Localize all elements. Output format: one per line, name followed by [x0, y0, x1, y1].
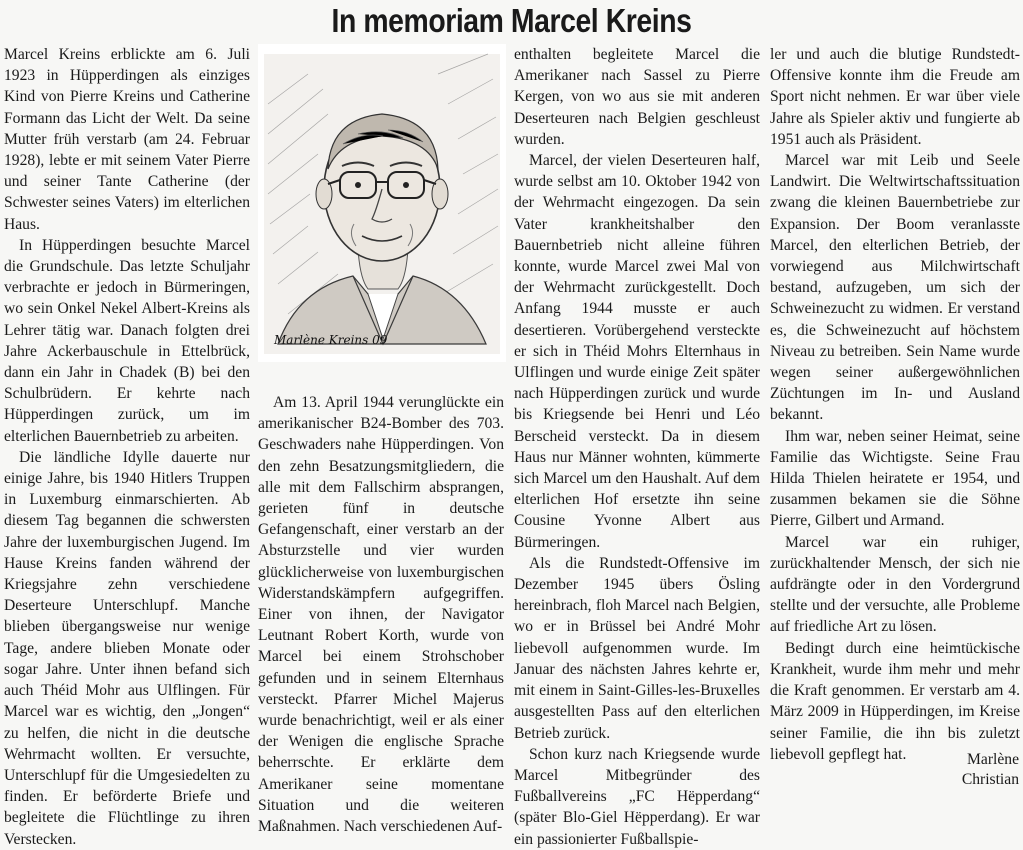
article-column-4 [770, 44, 1020, 765]
author-last-name: Christian [961, 771, 1019, 788]
paragraph: Marcel, der vielen Deserteuren half, wurde selbst am 10. Oktober 1942 von der Wehrmacht eingezogen. Da sein Vater krankheitshalber den Bauernbetrieb nicht alleine führen konnte, wurde Marcel zwei Mal von der Wehrmacht zurückgestellt. Doch Anfang 1944 musste er auch desertieren. Vorübergehend versteckte er sich in Théid Mohrs Elternhaus in Ulflingen und wurde einige Zeit später nach Hüpperdingen zurück und wurde bis Kriegsende bei Henri und Léo Berscheid versteckt. Da in diesem Haus nur Männer wohnten, kümmerte sich Marcel um den Haushalt. Auf dem elterlichen Hof ersetzte ihn seine Cousine Yvonne Albert aus Bürmeringen. [514, 152, 760, 551]
author-first-name: Marlène [967, 751, 1019, 768]
paragraph: Die ländliche Idylle dauerte nur einige Jahre, bis 1940 Hitlers Truppen in Luxemburg einmarschierten. Ab diesem Tag begannen die schwersten Jahre der luxemburgischen Jugend. Im Hause Kreins fanden während der Kriegsjahre zehn verschiedene Deserteure Unterschlupf. Manche blieben übergangsweise nur wenige Tage, andere blieben Monate oder sogar Jahre. Unter ihnen befand sich auch Théid Mohr aus Ulflingen. Für Marcel war es wichtig, den „Jongen“ zu helfen, die nicht in die deutsche Wehrmacht wollten. Er versuchte, Unterschlupf für die Umgesiedelten zu finden. Er beförderte Briefe und begleitete die Flüchtlinge zu ihren Verstecken. [4, 448, 250, 848]
portrait-signature: Marlène Kreins 09 [274, 333, 388, 347]
article-column-2 [258, 392, 504, 837]
paragraph: ler und auch die blutige Rundstedt-Offensive konnte ihm die Freude am Sport nicht nehmen. Er war über viele Jahre als Spieler aktiv und fungierte ab 1951 auch als Präsident. [770, 46, 1020, 148]
paragraph: Bedingt durch eine heimtückische Krankheit, wurde ihm mehr und mehr die Kraft genommen. Er verstarb am 4. März 2009 in Hüpperdingen, im Kreise seiner Familie, die ihn bis zuletzt liebevoll gepflegt hat. [770, 639, 1020, 763]
paragraph: Marcel Kreins erblickte am 6. Juli 1923 in Hüpperdingen als einziges Kind von Pierre Kreins und Catherine Formann das Licht der Welt. Da seine Mutter früh verstarb (am 24. Februar 1928), lebte er mit seinem Vater Pierre und seiner Tante Catherine (der Schwester seines Vaters) im elterlichen Haus. [4, 46, 250, 233]
article-column-3 [514, 44, 760, 850]
paragraph: Ihm war, neben seiner Heimat, seine Familie das Wichtigste. Seine Frau Hilda Thielen heiratete er 1954, und zusammen bekamen sie die Söhne Pierre, Gilbert und Armand. [770, 427, 1020, 530]
page-title: In memoriam Marcel Kreins [331, 2, 692, 39]
paragraph: enthalten begleitete Marcel die Amerikaner nach Sassel zu Pierre Kergen, von wo aus sie mit anderen Deserteuren nach Belgien geschleust wurden. [514, 46, 760, 148]
paragraph: Schon kurz nach Kriegsende wurde Marcel Mitbegründer des Fußballvereins „FC Hëpperdang“ (später Blo-Giel Hëpperdang). Er war ein passionierter Fußballspie- [514, 745, 760, 848]
paragraph: Marcel war ein ruhiger, zurückhaltender Mensch, der sich nie aufdrängte oder in den Vordergrund stellte und der versuchte, alle Probleme auf friedliche Art zu lösen. [770, 533, 1020, 636]
portrait-sketch [258, 44, 506, 362]
paragraph: Als die Rundstedt-Offensive im Dezember 1945 übers Ösling hereinbrach, floh Marcel nach Belgien, wo er in Brüssel bei André Mohr liebevoll aufgenommen wurde. Im Januar des nächsten Jahres kehrte er, mit einem in Saint-Gilles-les-Bruxelles ausgestellten Pass auf den elterlichen Betrieb zurück. [514, 554, 760, 742]
paragraph: Marcel war mit Leib und Seele Landwirt. Die Weltwirtschaftssituation zwang die kleinen Bauernbetriebe zur Expansion. Der Boom veranlasste Marcel, den elterlichen Betrieb, der vorwiegend aus Milchwirtschaft bestand, aufzugeben, um sich der Schweinezucht zu widmen. Er verstand es, die Schweinezucht auf höchstem Niveau zu betreiben. Sein Name wurde wegen seiner außergewöhnlichen Züchtungen im In- und Ausland bekannt. [770, 152, 1020, 424]
paragraph: In Hüpperdingen besuchte Marcel die Grundschule. Das letzte Schuljahr verbrachte er jedoch in Bürmeringen, wo sein Onkel Nekel Albert-Kreins als Lehrer tätig war. Danach folgten drei Jahre Ackerbauschule in Ettelbrück, dann ein Jahr in Chadek (B) bei den Schulbrüdern. Er kehrte nach Hüpperdingen zurück, um im elterlichen Bauernbetrieb zu arbeiten. [4, 236, 250, 445]
author-signature [899, 750, 1019, 790]
article-column-1 [4, 44, 250, 850]
paragraph: Am 13. April 1944 verunglückte ein amerikanischer B24-Bomber des 703. Geschwaders nahe Hüpperdingen. Von den zehn Besatzungsmitgliedern, die alle mit dem Fallschirm absprangen, gerieten fünf in deutsche Gefangenschaft, einer verstarb an der Absturzstelle und vier wurden glücklicherweise von luxemburgischen Widerstandskämpfern aufgegriffen. Einer von ihnen, der Navigator Leutnant Robert Korth, wurde von Marcel bei einem Strohschober gefunden und in seinem Elternhaus versteckt. Pfarrer Michel Majerus wurde benachrichtigt, weil er als einer der Wenigen die englische Sprache beherrschte. Er erklärte dem Amerikaner seine momentane Situation und die weiteren Maßnahmen. Nach verschiedenen Auf- [258, 394, 504, 836]
